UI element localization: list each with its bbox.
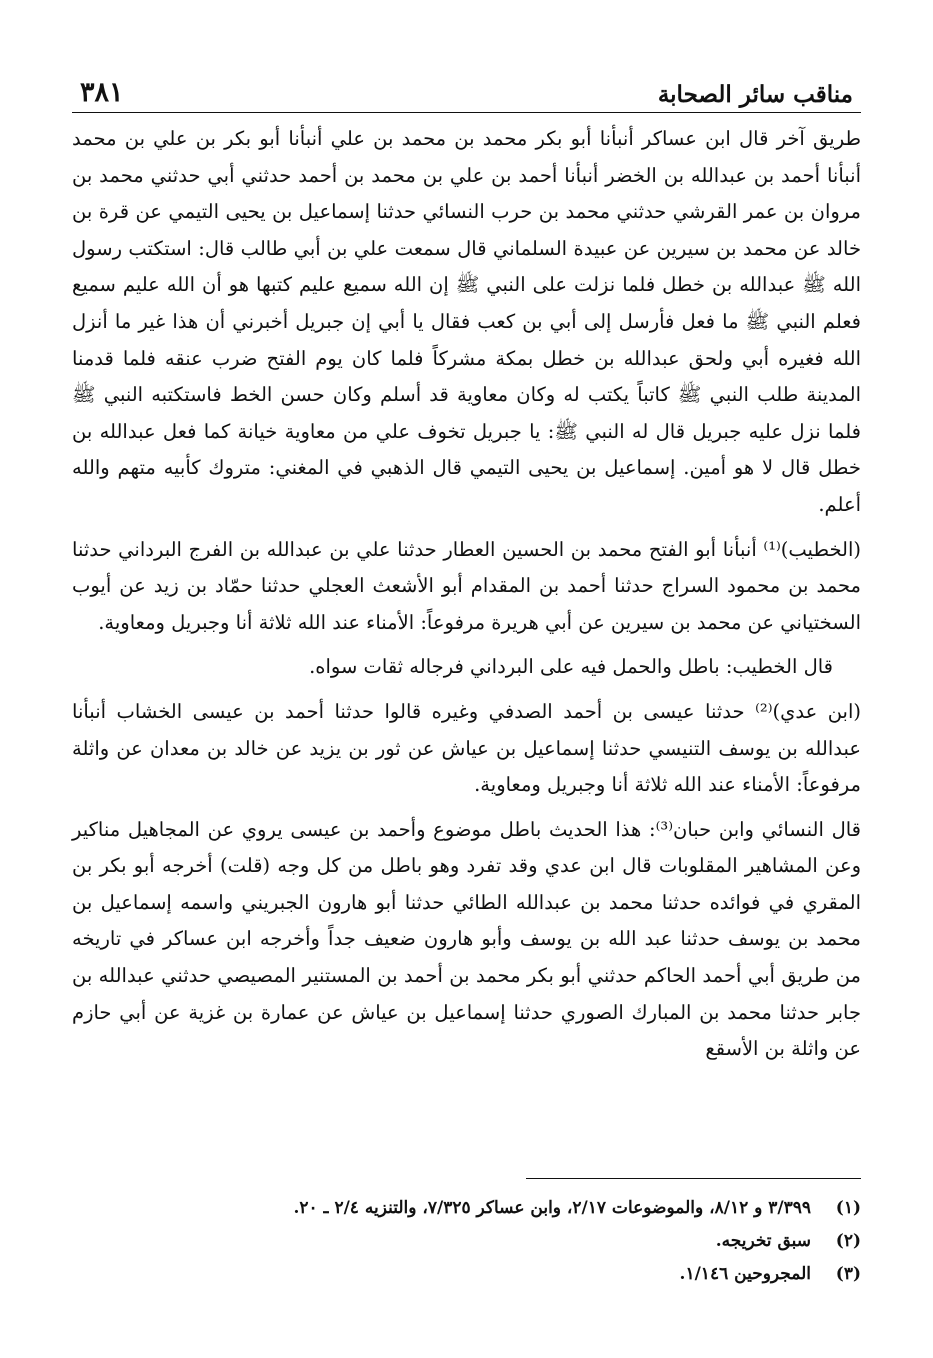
main-text [72,121,861,1068]
paragraph-3: قال الخطيب: باطل والحمل فيه على البرداني فرجاله ثقات سواه. [309,655,833,679]
paragraph-1: طريق آخر قال ابن عساكر أنبأنا أبو بكر محمد بن محمد بن علي أنبأنا أبو بكر بن علي بن محمد أنبأنا أحمد بن عبدالله بن الخضر أنبأنا أحمد بن علي بن محمد بن أحمد حدثني أبي حدثني محمد بن مروان بن عمر القرشي حدثني محمد بن حرب النسائي حدثنا إسماعيل بن يحيى التيمي عن قرة بن خالد عن محمد بن سيرين عن عبيدة السلماني قال سمعت علي بن أبي طالب قال: استكتب رسول الله ﷺ عبدالله بن خطل فلما نزلت على النبي ﷺ إن الله سميع عليم كتبها هو أن الله عليم سميع فعلم النبي ﷺ ما فعل فأرسل إلى أبي بن كعب فقال يا أبي إن جبريل أخبرني أن هذا غير ما أنزل الله فغيره أبي ولحق عبدالله بن خطل بمكة مشركاً فلما كان يوم الفتح ضرب عنقه فلما قدمنا المدينة طلب النبي ﷺ كاتباً يكتب له وكان معاوية قد أسلم وكان حسن الخط فاستكتبه النبي ﷺ فلما نزل عليه جبريل قال له النبي ﷺ: يا جبريل تخوف علي من معاوية خيانة كما فعل عبدالله بن خطل قال لا هو أمين. إسماعيل بن يحيى التيمي قال الذهبي في المغني: متروك كأبيه متهم والله أعلم. [72,127,861,516]
page-header [72,68,861,113]
page-number: ٣٨١ [80,77,124,108]
footnote-text: المجروحين ١/١٤٦. [679,1264,811,1284]
footnote-text: ٣/٣٩٩ و ٨/١٢، والموضوعات ٢/١٧، وابن عساكر ٧/٣٢٥، والتنزيه ٢/٤ ـ ٢٠. [293,1198,811,1218]
footnote-text: سبق تخريجه. [715,1231,811,1251]
footnote-3 [72,1258,861,1291]
footnote-number: (١) [835,1198,861,1218]
footnote-number: (٢) [835,1231,861,1251]
running-title: مناقب سائر الصحابة [657,81,853,108]
footnote-divider [526,1178,861,1179]
paragraph-2: (الخطيب)⁽¹⁾ أنبأنا أبو الفتح محمد بن الحسين العطار حدثنا علي بن عبدالله بن الفرج البرداني حدثنا محمد بن محمود السراج حدثنا أحمد بن المقدام أبو الأشعث العجلي حدثنا حمّاد بن زيد عن أيوب السختياني عن محمد بن سيرين عن أبي هريرة مرفوعاً: الأمناء عند الله ثلاثة أنا وجبريل ومعاوية. [72,537,861,634]
paragraph-5: قال النسائي وابن حبان⁽³⁾: هذا الحديث باطل موضوع وأحمد بن عيسى يروي عن المجاهيل مناكير وعن المشاهير المقلوبات قال ابن عدي وقد تفرد وهو باطل من كل وجه (قلت) أخرجه أبو بكر بن المقري في فوائده حدثنا محمد بن عبدالله الطائي حدثنا أبو هارون الجبريني واسمه إسماعيل بن محمد بن يوسف حدثنا عبد الله بن يوسف وأبو هارون ضعيف جداً وأخرجه ابن عساكر في تاريخه من طريق أبي أحمد الحاكم حدثني أبو بكر محمد بن أحمد بن المستنير المصيصي حدثني عبدالله بن جابر حدثنا محمد بن المبارك الصوري حدثنا إسماعيل بن عياش عن عمارة بن غزية عن أبي حازم عن واثلة بن الأسقع [72,817,862,1061]
footnote-1 [72,1192,861,1225]
footnote-number: (٣) [835,1264,861,1284]
footnote-2 [72,1225,861,1258]
paragraph-4: (ابن عدي)⁽²⁾ حدثنا عيسى بن أحمد الصدفي وغيره قالوا حدثنا أحمد بن عيسى الخشاب أنبأنا عبدالله بن يوسف التنيسي حدثنا إسماعيل بن عياش عن ثور بن يزيد عن خالد بن معدان عن واثلة مرفوعاً: الأمناء عند الله ثلاثة أنا وجبريل ومعاوية. [72,699,861,797]
footnotes [72,1192,861,1291]
